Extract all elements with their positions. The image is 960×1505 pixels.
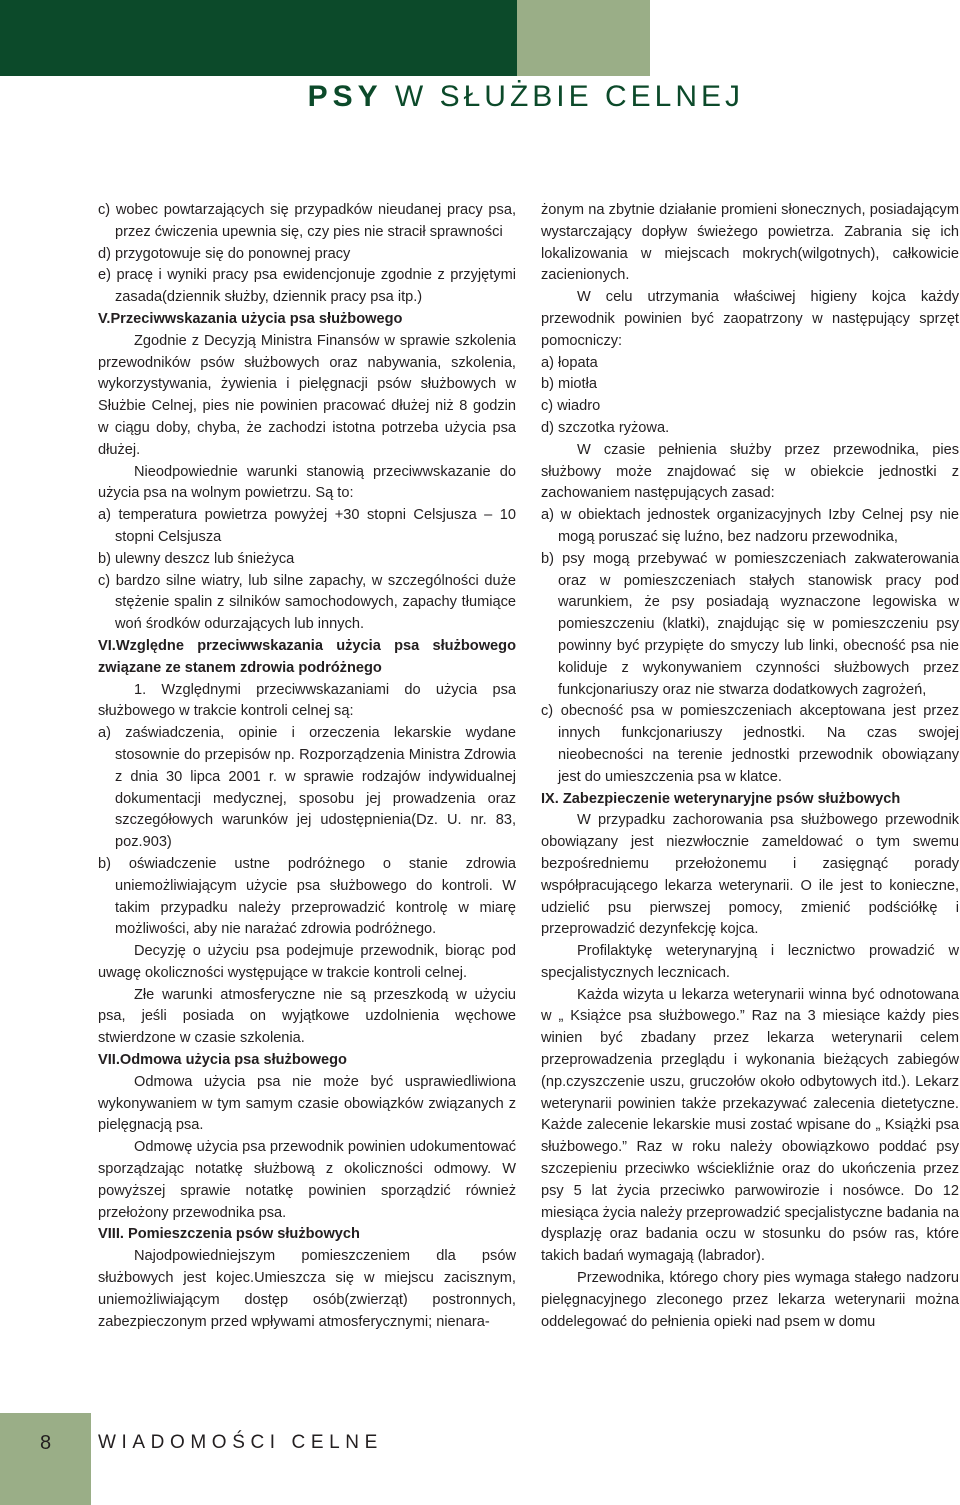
paragraph: b) psy mogą przebywać w pomieszczeniach zakwaterowania oraz w pomieszczeniach stałych stanowisk pracy pod warunkiem, że psy posiadają wyznaczone legowiska w pomieszczeniu (klatki), znajdując się w pomieszczeniu psy powinny być przypięte do smyczy lub linki, obecność psa nie koliduje z wykonywaniem czynności służbowych przez funkcjonariuszy oraz nie stwarza dodatkowych zagrożeń, (541, 550, 959, 698)
paragraph: d) przygotowuje się do ponownej pracy (98, 245, 351, 262)
paragraph: Profilaktykę weterynaryjną i lecznictwo prowadzić w specjalistycznych lecznicach. (541, 943, 959, 981)
paragraph: W celu utrzymania właściwej higieny kojca każdy przewodnik powinien być zaopatrzony w następujący sprzęt pomocniczy: (541, 289, 959, 349)
article-left-column (98, 200, 516, 1333)
header-band-dark (0, 0, 517, 76)
section-title (308, 80, 744, 120)
paragraph: a) zaświadczenia, opinie i orzeczenia lekarskie wydane stosownie do przepisów np. Rozporządzenia Ministra Zdrowia z dnia 30 lipca 2001 r. w sprawie rodzajów indywidualnej dokumentacji medycznej, sposobu jej prowadzenia oraz szczegółowych warunków jej udostępnienia(Dz. U. nr. 83, poz.903) (98, 725, 516, 851)
paragraph: Nieodpowiednie warunki stanowią przeciwwskazanie do użycia psa na wolnym powietrzu. Są to: (98, 463, 516, 502)
paragraph: W czasie pełnienia służby przez przewodnika, pies służbowy może znajdować się w obiekcie jednostki z zachowaniem następujących zasad: (541, 441, 959, 502)
paragraph: d) szczotka ryżowa. (541, 419, 670, 436)
paragraph: W przypadku zachorowania psa służbowego przewodnik obowiązany jest niezwłocznie zameldować o tym swemu bezpośredniemu przełożonemu i zasięgnąć porady współpracującego lekarza weterynarii. O ile jest to konieczne, udzielić psu pierwszej pomocy, zmienić podściółkę i przeprowadzić dezynfekcję kojca. (541, 812, 959, 938)
section-heading: V.Przeciwwskazania użycia psa służbowego (98, 310, 403, 327)
paragraph: żonym na zbytnie działanie promieni słonecznych, posiadającym wystarczający dopływ świeżego powietrza. Zabrania się ich lokalizowania w miejscach mokrych(wilgotnych), całkowicie zacienionych. (541, 202, 959, 284)
paragraph: a) w obiektach jednostek organizacyjnych Izby Celnej psy nie mogą poruszać się luźno, bez nadzoru przewodnika, (541, 507, 959, 545)
section-title-rest: W SŁUŻBIE CELNEJ (382, 80, 744, 113)
paragraph: Przewodnika, którego chory pies wymaga stałego nadzoru pielęgnacyjnego zleconego przez lekarza weterynarii można oddelegować do pełnienia opieki nad psem w domu (541, 1270, 959, 1330)
paragraph: Odmowa użycia psa nie może być usprawiedliwiona wykonywaniem w tym samym czasie obowiązków związanych z pielęgnacją psa. (98, 1073, 516, 1134)
paragraph: b) ulewny deszcz lub śnieżyca (98, 550, 295, 567)
section-heading: VI.Względne przeciwwskazania użycia psa służbowego związane ze stanem zdrowia podróżnego (98, 637, 516, 676)
paragraph: Decyzję o użyciu psa podejmuje przewodnik, biorąc pod uwagę okoliczności występujące w trakcie kontroli celnej. (98, 943, 516, 981)
paragraph: Zgodnie z Decyzją Ministra Finansów w sprawie szkolenia przewodników psów służbowych oraz nabywania, szkolenia, wykorzystywania, żywienia i pielęgnacji psów służbowych w Służbie Celnej, pies nie powinien pracować dłużej niż 8 godzin w ciągu doby, chyba, że zachodzi istotna potrzeba użycia psa dłużej. (98, 332, 516, 458)
section-title-bold: PSY (307, 80, 383, 113)
article-right-column (541, 200, 959, 1333)
page-number: 8 (39, 1432, 52, 1454)
paragraph: e) pracę i wyniki pracy psa ewidencjonuje zgodnie z przyjętymi zasada(dziennik służby, dziennik pracy psa itp.) (98, 267, 516, 306)
paragraph: c) wiadro (541, 398, 601, 415)
publication-name: WIADOMOŚCI CELNE (98, 1432, 383, 1453)
paragraph: a) temperatura powietrza powyżej +30 stopni Celsjusza – 10 stopni Celsjusza (98, 507, 516, 545)
paragraph: b) miotła (541, 376, 597, 393)
section-heading: VIII. Pomieszczenia psów służbowych (98, 1226, 360, 1243)
paragraph: a) łopata (541, 354, 598, 371)
header-band-light (517, 0, 650, 76)
paragraph: Każda wizyta u lekarza weterynarii winna być odnotowana w „ Książce psa służbowego.” Raz na 3 miesiące każdy pies winien być zbadany przez lekarza weterynarii celem przeprowadzenia przeglądu i wykonania bieżących zabiegów (np.czyszczenie uszu, gruczołów około odbytowych itd.). Lekarz weterynarii powinien także przekazywać zalecenia dietetyczne. Każde zalecenie lekarskie musi zostać wpisane do „ Książki psa służbowego.” Raz w roku należy obowiązkowo poddać psy szczepieniu przeciwko wściekliźnie oraz do ukończenia przez psy 5 lat życia przeciwko parwowirozie i nosówce. Do 12 miesiąca życia należy przeprowadzić specjalistyczne badania na dysplazję oraz badania oczu w stosunku do psów ras, które takich badań wymagają (labrador). (541, 986, 959, 1265)
paragraph: b) oświadczenie ustne podróżnego o stanie zdrowia uniemożliwiającym użycie psa służbowego do kontroli. W takim przypadku należy przeprowadzić kontrolę w miarę możliwości, aby nie narażać zdrowia podróżnego. (98, 855, 516, 938)
paragraph: c) bardzo silne wiatry, lub silne zapachy, w szczególności duże stężenie spalin z silników samochodowych, zapachy tłumiące woń środków odurzających lub innych. (98, 572, 516, 633)
paragraph: c) obecność psa w pomieszczeniach akceptowana jest przez innych funkcjonariuszy jednostki. Na czas swojej nieobecności na terenie jednostki przewodnik obowiązany jest do umieszczenia psa w klatce. (541, 703, 959, 785)
paragraph: Odmowę użycia psa przewodnik powinien udokumentować sporządzając notatkę służbową z okoliczności odmowy. W powyższej sprawie notatkę powinien sporządzić również przełożony przewodnika psa. (98, 1139, 516, 1221)
paragraph: Złe warunki atmosferyczne nie są przeszkodą w użyciu psa, jeśli posiada on wyjątkowe uzdolnienia węchowe stwierdzone w czasie szkolenia. (98, 986, 516, 1047)
section-heading: IX. Zabezpieczenie weterynaryjne psów służbowych (541, 790, 901, 807)
section-heading: VII.Odmowa użycia psa służbowego (98, 1052, 347, 1069)
paragraph: c) wobec powtarzających się przypadków nieudanej pracy psa, przez ćwiczenia upewnia się, czy pies nie stracił sprawności (98, 202, 516, 240)
paragraph: Najodpowiedniejszym pomieszczeniem dla psów służbowych jest kojec.Umieszcza się w miejscu zacisznym, uniemożliwiającym dostęp osób(zwierząt) postronnych, zabezpieczonym przed wpływami atmosferycznymi; nienara- (98, 1248, 516, 1330)
paragraph: 1. Względnymi przeciwwskazaniami do użycia psa służbowego w trakcie kontroli celnej są: (98, 681, 516, 720)
